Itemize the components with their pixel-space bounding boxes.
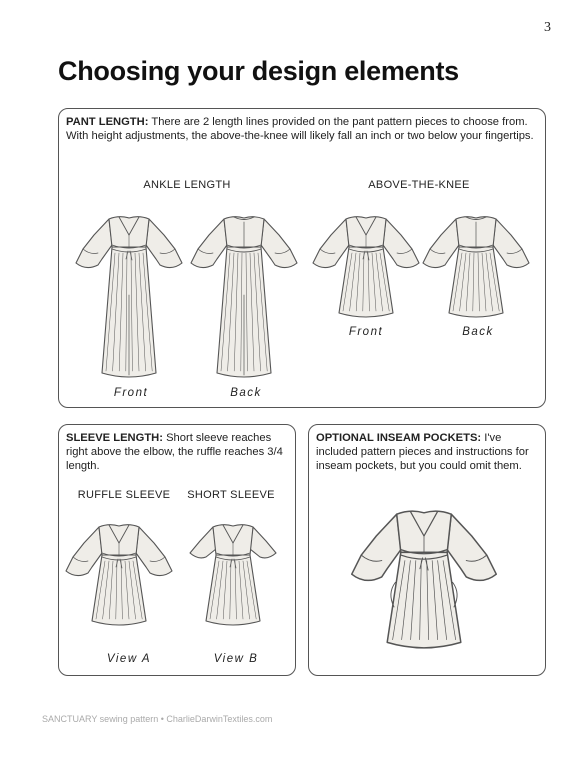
pant-length-text: There are 2 length lines provided on the pant pattern pieces to choose from. With height adjustments, the above-the-knee will likely fall an inch or two below your fingertips. (66, 116, 534, 143)
pockets-box (308, 424, 546, 676)
sleeve-length-text: Short sleeve reaches right above the elbow, the ruffle reaches 3/4 length. (66, 432, 283, 473)
ankle-back-caption: Back (230, 387, 262, 399)
pockets-description (316, 431, 538, 474)
pant-length-heading: PANT LENGTH: (66, 116, 149, 128)
pockets-illustration (349, 495, 499, 667)
knee-back-illustration (421, 205, 531, 325)
above-knee-label: ABOVE-THE-KNEE (368, 179, 470, 191)
ankle-front-illustration (74, 205, 184, 385)
view-b-illustration (178, 513, 288, 645)
sleeve-length-box (58, 424, 296, 676)
ankle-length-label: ANKLE LENGTH (143, 179, 231, 191)
short-sleeve-label: SHORT SLEEVE (187, 489, 275, 501)
view-b-caption: View B (213, 653, 259, 665)
sleeve-length-description (66, 431, 286, 474)
ankle-back-illustration (189, 205, 299, 385)
view-a-illustration (64, 513, 174, 645)
sleeve-length-heading: SLEEVE LENGTH: (66, 432, 163, 444)
footer: SANCTUARY sewing pattern • CharlieDarwinTextiles.com (42, 714, 273, 724)
ankle-front-caption: Front (113, 387, 149, 399)
page-number: 3 (544, 20, 551, 35)
knee-front-caption: Front (348, 326, 384, 338)
page-title: Choosing your design elements (58, 56, 459, 86)
ruffle-sleeve-label: RUFFLE SLEEVE (77, 489, 171, 501)
view-a-caption: View A (106, 653, 152, 665)
pockets-text: I've included pattern pieces and instructions for inseam pockets, but you could omit them. (316, 432, 529, 473)
pant-length-description (66, 115, 536, 143)
knee-back-caption: Back (462, 326, 494, 338)
pockets-heading: OPTIONAL INSEAM POCKETS: (316, 432, 482, 444)
knee-front-illustration (311, 205, 421, 325)
pant-length-box (58, 108, 546, 408)
